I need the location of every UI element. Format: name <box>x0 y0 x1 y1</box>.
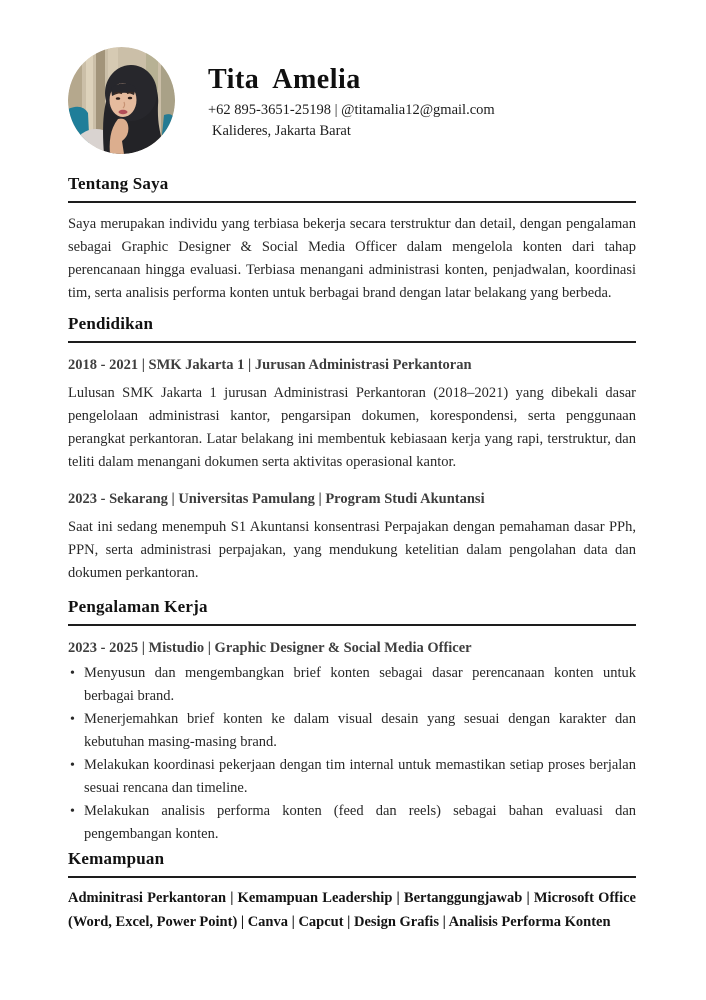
education-entry-text: Saat ini sedang menempuh S1 Akuntansi konsentrasi Perpajakan dengan pemahaman dasar PPh, PPN, serta administrasi perpajakan, yang mendukung ketelitian dalam pengolahan data dan dokumen perkantoran. <box>68 519 636 581</box>
section-divider <box>68 341 636 343</box>
education-entry-heading: 2018 - 2021 | SMK Jakarta 1 | Jurusan Administrasi Perkantoran <box>68 357 472 373</box>
profile-photo <box>68 47 175 154</box>
section-about <box>68 174 636 305</box>
location-line: Kalideres, Jakarta Barat <box>212 123 351 140</box>
section-divider <box>68 201 636 203</box>
section-title-about: Tentang Saya <box>68 174 169 193</box>
experience-bullet: • Melakukan analisis performa konten (feed dan reels) sebagai bahan evaluasi dan pengembangan konten. <box>68 800 636 846</box>
section-title-experience: Pengalaman Kerja <box>68 597 208 616</box>
experience-entry-heading: 2023 - 2025 | Mistudio | Graphic Designer & Social Media Officer <box>68 640 472 656</box>
header <box>68 47 636 154</box>
section-divider <box>68 876 636 878</box>
section-education <box>68 314 636 585</box>
experience-bullet: • Menerjemahkan brief konten ke dalam visual desain yang sesuai dengan karakter dan kebutuhan masing-masing brand. <box>68 708 636 754</box>
education-entry-text: Lulusan SMK Jakarta 1 jurusan Administrasi Perkantoran (2018–2021) yang dibekali dasar pengelolaan administrasi kantor, pengarsipan dokumen, korespondensi, serta penggunaan perangkat perkantoran. Latar belakang ini membentuk kebiasaan kerja yang rapi, terstruktur, dan teliti dalam menangani dokumen serta aktivitas operasional kantor. <box>68 385 636 470</box>
section-title-education: Pendidikan <box>68 314 154 333</box>
experience-bullet: • Melakukan koordinasi pekerjaan dengan tim internal untuk memastikan setiap proses berjalan sesuai rencana dan timeline. <box>68 754 636 800</box>
identity-block <box>208 61 495 141</box>
portrait-illustration <box>68 47 175 154</box>
experience-entry <box>68 638 636 846</box>
section-experience <box>68 597 636 846</box>
section-skills <box>68 849 636 934</box>
skills-text: Adminitrasi Perkantoran | Kemampuan Leadership | Bertanggungjawab | Microsoft Office (Word, Excel, Power Point) | Canva | Capcut | Design Grafis | Analisis Performa Konten <box>68 890 636 930</box>
experience-bullet: • Menyusun dan mengembangkan brief konten sebagai dasar perencanaan konten untuk berbagai brand. <box>68 662 636 708</box>
education-entry <box>68 355 636 474</box>
education-entry-heading: 2023 - Sekarang | Universitas Pamulang | Program Studi Akuntansi <box>68 491 485 507</box>
about-text: Saya merupakan individu yang terbiasa bekerja secara terstruktur dan detail, dengan pengalaman sebagai Graphic Designer & Social Media Officer dalam mengelola konten dari tahap perencanaan hingga evaluasi. Terbiasa menangani administrasi konten, penjadwalan, koordinasi tim, serta analisis performa konten untuk berbagai brand dengan latar belakang yang berbeda. <box>68 216 636 301</box>
education-entry <box>68 489 636 585</box>
section-title-skills: Kemampuan <box>68 849 165 868</box>
experience-bullet-list <box>68 662 636 846</box>
contact-line: +62 895-3651-25198 | @titamalia12@gmail.com <box>208 102 495 119</box>
person-name: Tita Amelia <box>208 63 361 95</box>
section-divider <box>68 624 636 626</box>
